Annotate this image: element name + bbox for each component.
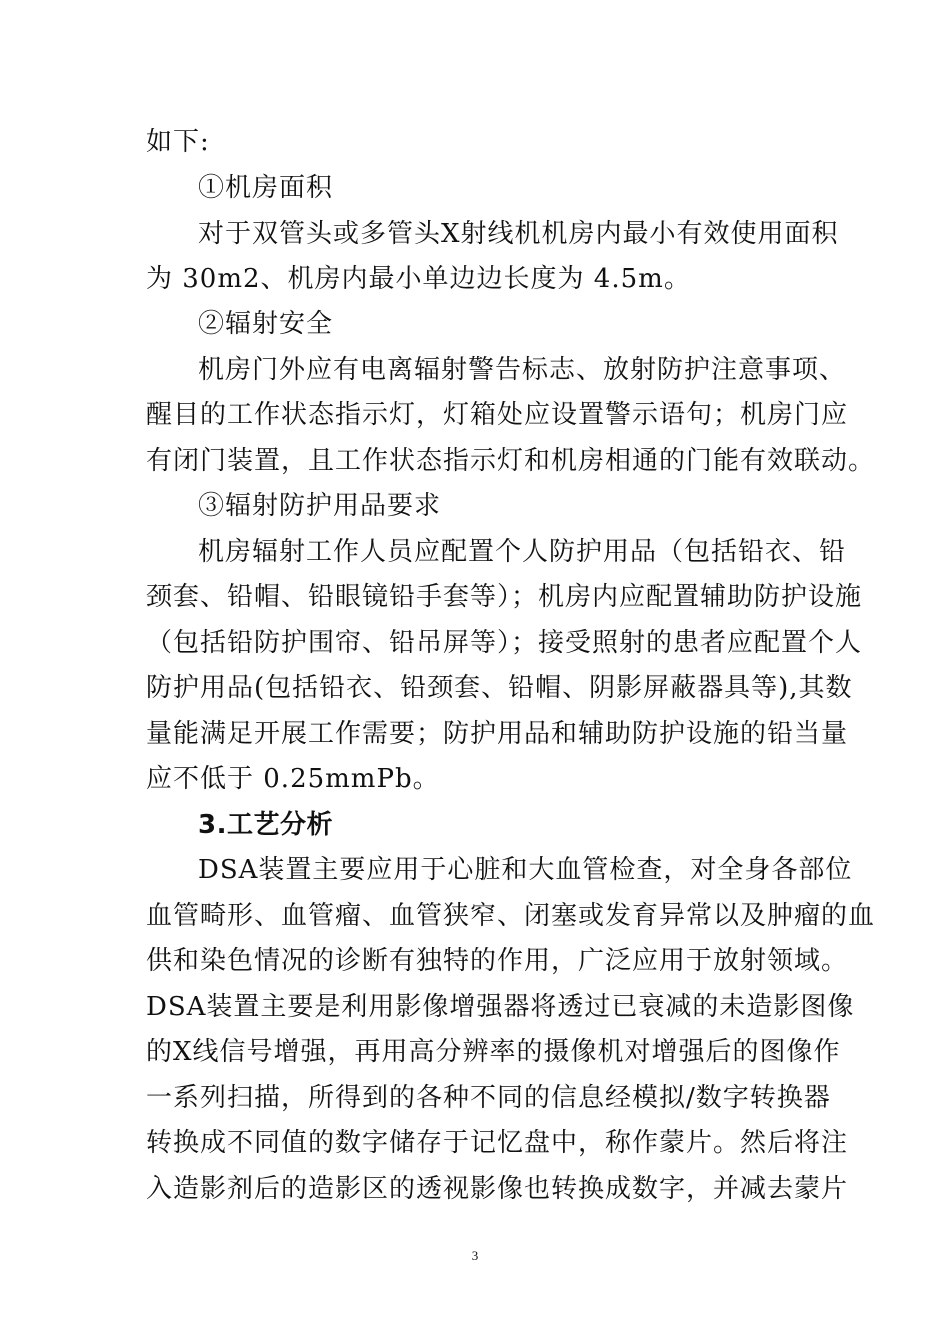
paragraph-line: 机房辐射工作人员应配置个人防护用品（包括铅衣、铅: [198, 537, 847, 567]
paragraph-line: （包括铅防护围帘、铅吊屏等）；接受照射的患者应配置个人: [146, 628, 863, 658]
subsection-title-room-area: ①机房面积: [198, 173, 334, 203]
paragraph-line: DSA装置主要应用于心脏和大血管检查，对全身各部位: [198, 855, 853, 885]
paragraph-line: 的X线信号增强，再用高分辨率的摄像机对增强后的图像作: [146, 1037, 841, 1067]
paragraph-line: 机房门外应有电离辐射警告标志、放射防护注意事项、: [198, 355, 847, 385]
paragraph-line: 防护用品(包括铅衣、铅颈套、铅帽、阴影屏蔽器具等),其数: [146, 673, 853, 703]
page-number: 3: [471, 1248, 479, 1263]
paragraph-line: 为 30m2、机房内最小单边边长度为 4.5m。: [146, 264, 691, 294]
paragraph-line: 对于双管头或多管头X射线机机房内最小有效使用面积: [198, 219, 839, 249]
paragraph-line: DSA装置主要是利用影像增强器将透过已衰减的未造影图像: [146, 992, 855, 1022]
paragraph-line: 供和染色情况的诊断有独特的作用，广泛应用于放射领域。: [146, 946, 849, 976]
paragraph-line: 应不低于 0.25mmPb。: [146, 764, 440, 794]
paragraph-line: 入造影剂后的造影区的透视影像也转换成数字，并减去蒙片: [146, 1174, 849, 1204]
paragraph-line: 转换成不同值的数字储存于记忆盘中，称作蒙片。然后将注: [146, 1128, 849, 1158]
paragraph-line: 醒目的工作状态指示灯，灯箱处应设置警示语句；机房门应: [146, 400, 849, 430]
section-heading-process-analysis: 3.工艺分析: [198, 810, 333, 840]
text-line-continuation: 如下:: [146, 127, 210, 157]
subsection-title-protective-equipment: ③辐射防护用品要求: [198, 491, 442, 521]
paragraph-line: 一系列扫描，所得到的各种不同的信息经模拟/数字转换器: [146, 1083, 831, 1113]
subsection-title-radiation-safety: ②辐射安全: [198, 309, 334, 339]
paragraph-line: 颈套、铅帽、铅眼镜铅手套等）；机房内应配置辅助防护设施: [146, 582, 863, 612]
paragraph-line: 有闭门装置，且工作状态指示灯和机房相通的门能有效联动。: [146, 446, 876, 476]
paragraph-line: 血管畸形、血管瘤、血管狭窄、闭塞或发育异常以及肿瘤的血: [146, 901, 876, 931]
paragraph-line: 量能满足开展工作需要；防护用品和辅助防护设施的铅当量: [146, 719, 849, 749]
